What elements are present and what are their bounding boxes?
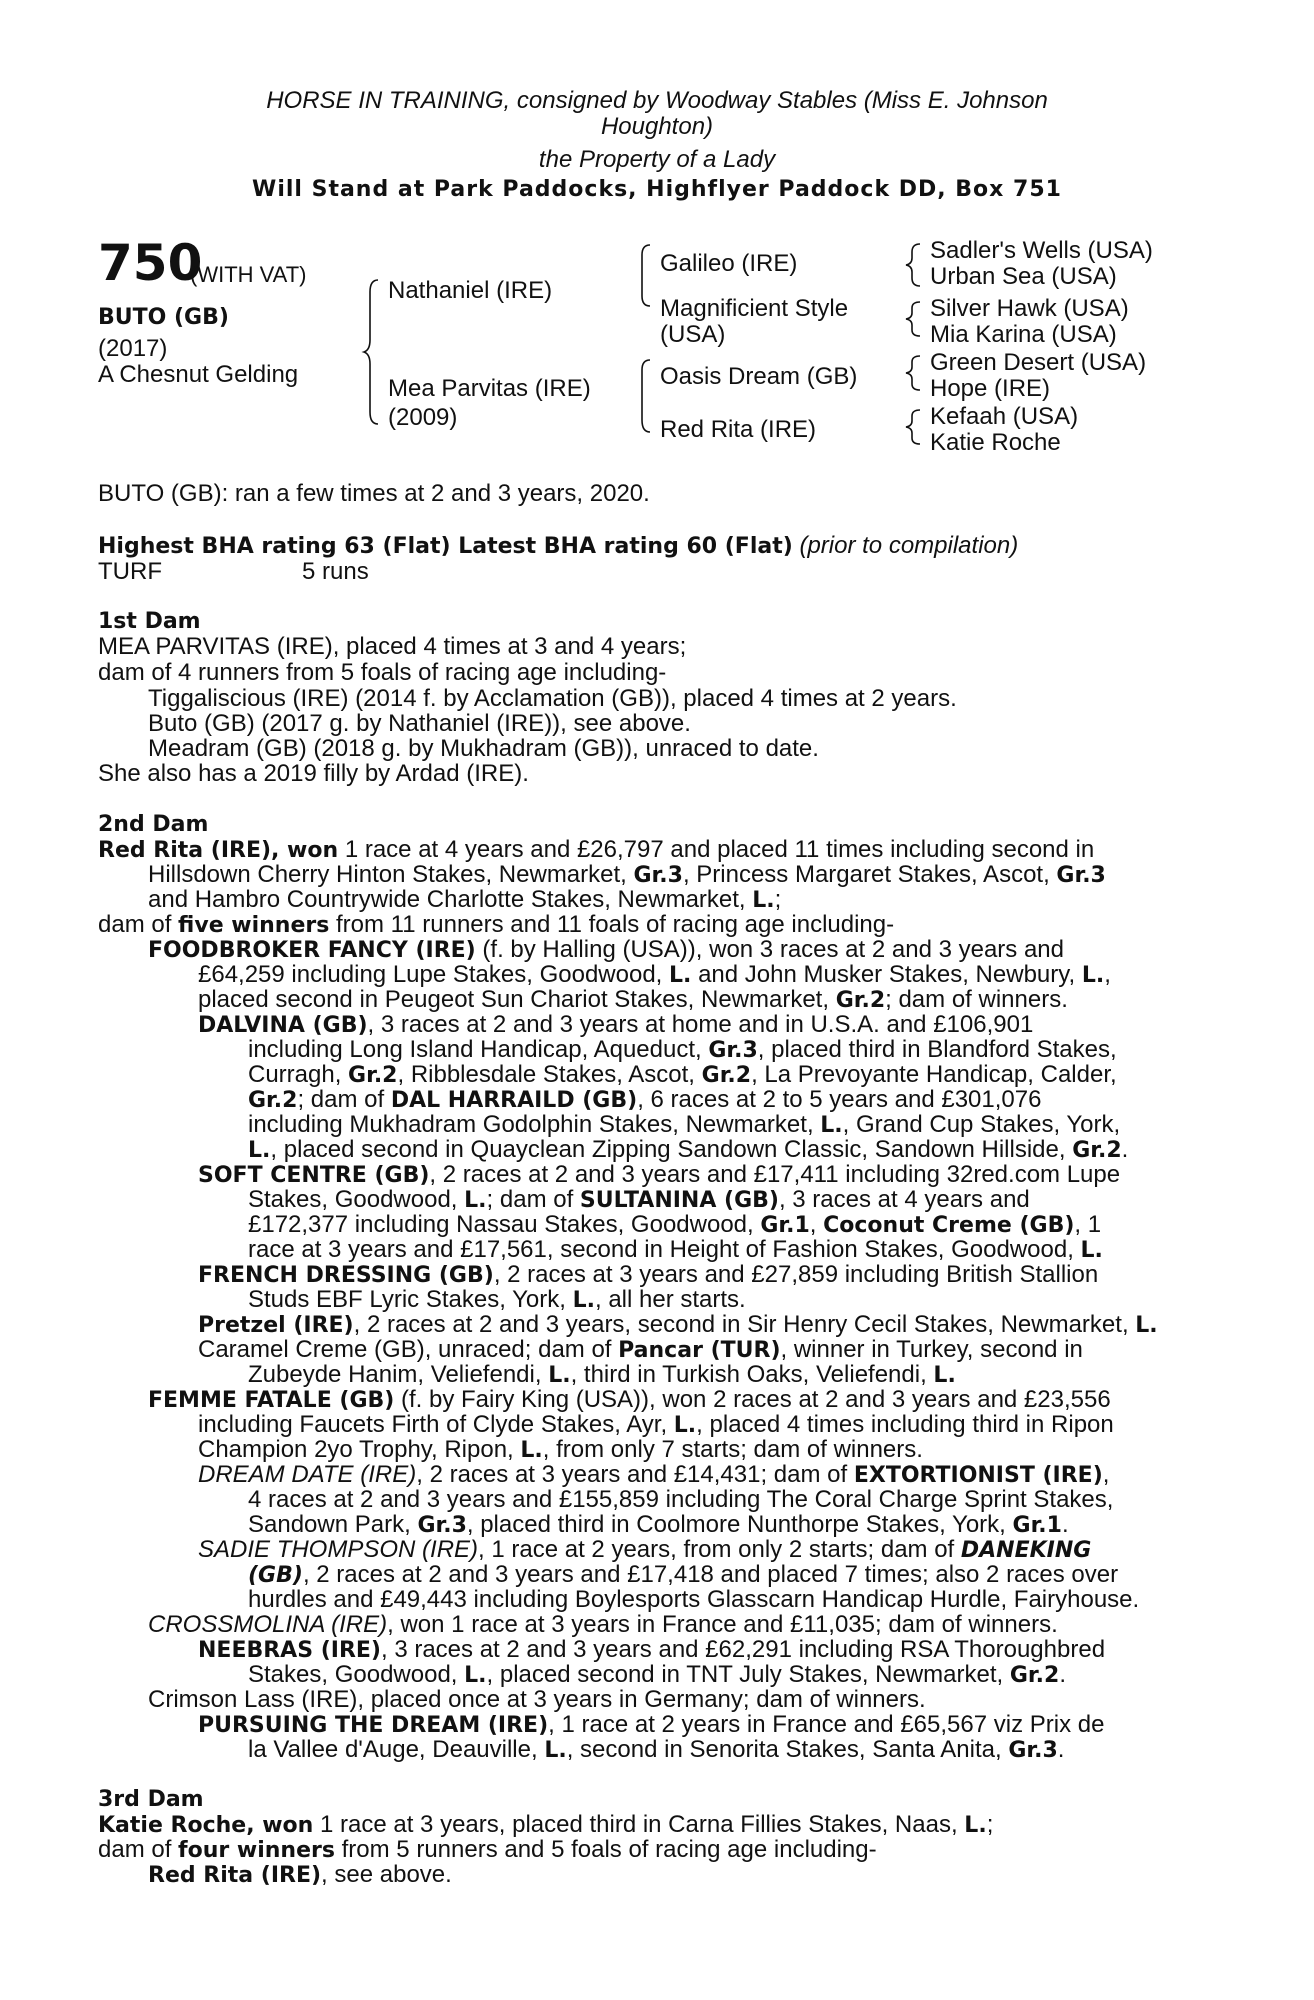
- dam2-line: [198, 1437, 923, 1464]
- grade: Gr.3: [417, 1513, 467, 1538]
- dam2-line: [248, 1237, 1103, 1264]
- grade: Gr.2: [248, 1088, 298, 1113]
- sss: Sadler's Wells (USA): [930, 237, 1153, 264]
- grade: Gr.2: [1009, 1663, 1060, 1688]
- grade: Gr.3: [708, 1038, 758, 1063]
- header-line-3: the Property of a Lady: [538, 146, 776, 173]
- dss: Green Desert (USA): [930, 349, 1147, 376]
- listed: L.: [669, 963, 692, 988]
- text: , 1 race at 2 years, from only 2 starts; dam of: [478, 1536, 961, 1563]
- text: .: [1059, 1661, 1066, 1688]
- listed: L.: [248, 1138, 271, 1163]
- rating-note: (prior to compilation): [799, 532, 1019, 559]
- text: 1 race at 4 years and £26,797 and placed 11 times including second in: [338, 836, 1095, 863]
- horse-name: FRENCH DRESSING (GB): [198, 1263, 494, 1288]
- horse-name: BUTO (GB): [98, 305, 229, 330]
- text: , 2 races at 2 and 3 years, second in Sir Henry Cecil Stakes, Newmarket,: [353, 1311, 1136, 1338]
- dam3-line: [148, 1862, 452, 1889]
- dam2-line: [248, 1087, 1041, 1114]
- text: , Princess Margaret Stakes, Ascot,: [682, 861, 1057, 888]
- text: , placed third in Blandford Stakes,: [757, 1036, 1117, 1063]
- text: , third in Turkish Oaks, Veliefendi,: [570, 1361, 934, 1388]
- horse-name: DREAM DATE (IRE): [198, 1461, 417, 1488]
- header-line-2: Houghton): [600, 113, 714, 140]
- grade: Gr.3: [633, 863, 683, 888]
- dam1-line: Meadram (GB) (2018 g. by Mukhadram (GB)), unraced to date.: [148, 735, 819, 762]
- dam2-line: [98, 912, 894, 939]
- dam2-line: [198, 962, 1111, 989]
- text: Curragh,: [248, 1061, 349, 1088]
- text: Sandown Park,: [248, 1511, 418, 1538]
- text: , placed third in Coolmore Nunthorpe Stakes, York,: [466, 1511, 1013, 1538]
- dam2-line: [148, 1387, 1111, 1414]
- dam2-line: [198, 1412, 1114, 1439]
- dam2-line: [198, 1162, 1120, 1189]
- dam2-line: [198, 1312, 1158, 1339]
- listed: L.: [1135, 1313, 1158, 1338]
- dam2-line: [248, 1212, 1101, 1239]
- horse-name: FOODBROKER FANCY (IRE): [148, 938, 476, 963]
- text: , La Prevoyante Handicap, Calder,: [751, 1061, 1117, 1088]
- text: , 1 race at 2 years in France and £65,567 viz Prix de: [548, 1711, 1105, 1738]
- dam1-line: dam of 4 runners from 5 foals of racing age including-: [98, 659, 667, 686]
- dam2-heading: 2nd Dam: [98, 812, 209, 837]
- listed: L.: [464, 1188, 487, 1213]
- header-line-1: HORSE IN TRAINING, consigned by Woodway Stables (Miss E. Johnson: [266, 87, 1048, 114]
- text: £64,259 including Lupe Stakes, Goodwood,: [198, 961, 670, 988]
- dam2-line: [198, 1637, 1105, 1664]
- horse-name: EXTORTIONIST (IRE): [853, 1463, 1103, 1488]
- grade: Gr.2: [701, 1063, 752, 1088]
- text: ,: [809, 1211, 824, 1238]
- red-rita-name: Red Rita (IRE), won: [98, 838, 339, 863]
- text: , see above.: [321, 1861, 452, 1888]
- text: Zubeyde Hanim, Veliefendi,: [248, 1361, 549, 1388]
- text: and John Musker Stakes, Newbury,: [691, 961, 1082, 988]
- text: ; dam of: [297, 1086, 391, 1113]
- dam-sire: Oasis Dream (GB): [660, 363, 858, 390]
- listed: L.: [572, 1288, 595, 1313]
- dam2-line: [198, 1262, 1098, 1289]
- text: (f. by Fairy King (USA)), won 2 races at 2 and 3 years and £23,556: [394, 1386, 1111, 1413]
- lot-vat: (WITH VAT): [190, 262, 307, 287]
- dam2-line: [248, 1362, 956, 1389]
- text: , 2 races at 2 and 3 years and £17,418 and placed 7 times; also 2 races over: [302, 1561, 1119, 1588]
- listed: L.: [752, 888, 775, 913]
- grade: Gr.3: [1056, 863, 1106, 888]
- grade: Gr.1: [760, 1213, 810, 1238]
- dam1-line: She also has a 2019 filly by Ardad (IRE).: [98, 760, 529, 787]
- dam3-heading: 3rd Dam: [98, 1787, 204, 1812]
- grade: Gr.2: [1072, 1138, 1122, 1163]
- text: from 5 runners and 5 foals of racing age including-: [334, 1836, 877, 1863]
- text: , from only 7 starts; dam of winners.: [542, 1436, 923, 1463]
- dam2-line: 4 races at 2 and 3 years and £155,859 including The Coral Charge Sprint Stakes,: [248, 1486, 1114, 1513]
- horse-name: DALVINA (GB): [198, 1013, 368, 1038]
- country: (GB): [248, 1563, 303, 1588]
- dam1-line: Tiggaliscious (IRE) (2014 f. by Acclamation (GB)), placed 4 times at 2 years.: [148, 685, 957, 712]
- dam2-line: [198, 1712, 1104, 1739]
- bha-rating: [98, 533, 1018, 560]
- text: ,: [1102, 1461, 1110, 1488]
- text: , placed second in Quayclean Zipping Sandown Classic, Sandown Hillside,: [270, 1136, 1073, 1163]
- horse-name: Coconut Creme (GB): [823, 1213, 1075, 1238]
- text: from 11 runners and 11 foals of racing age including-: [329, 911, 895, 938]
- text: .: [1057, 1736, 1065, 1763]
- text: , Grand Cup Stakes, York,: [842, 1111, 1121, 1138]
- listed: L.: [464, 1663, 487, 1688]
- dam2-line: [248, 1287, 746, 1314]
- dam1-line: MEA PARVITAS (IRE), placed 4 times at 3 and 4 years;: [98, 633, 687, 660]
- text: , 3 races at 2 and 3 years and £62,291 including RSA Thoroughbred: [380, 1636, 1106, 1663]
- text: , placed second in TNT July Stakes, Newmarket,: [486, 1661, 1010, 1688]
- dam2-line: Crimson Lass (IRE), placed once at 3 years in Germany; dam of winners.: [148, 1686, 926, 1713]
- pedigree-brackets: [0, 0, 1314, 470]
- dam2-line: [148, 887, 781, 914]
- dam2-line: hurdles and £49,443 including Boylesports Glasscarn Handicap Hurdle, Fairyhouse.: [248, 1586, 1140, 1613]
- horse-name: FEMME FATALE (GB): [148, 1388, 395, 1413]
- text: Studs EBF Lyric Stakes, York,: [248, 1286, 573, 1313]
- dam2-line: [248, 1737, 1064, 1764]
- horse-year: (2017): [98, 335, 168, 362]
- text: , 3 races at 2 and 3 years at home and in U.S.A. and £106,901: [367, 1011, 1034, 1038]
- dam2-line: [248, 1662, 1066, 1689]
- text: Stakes, Goodwood,: [248, 1661, 465, 1688]
- text: ,: [1104, 961, 1111, 988]
- text: including Faucets Firth of Clyde Stakes, Ayr,: [198, 1411, 674, 1438]
- dam3-line: [98, 1812, 993, 1839]
- text: and Hambro Countrywide Charlotte Stakes, Newmarket,: [148, 886, 753, 913]
- text: , 3 races at 4 years and: [778, 1186, 1030, 1213]
- text: dam of: [98, 1836, 179, 1863]
- dam2-line: [248, 1112, 1120, 1139]
- text: , won 1 race at 3 years in France and £11,035; dam of winners.: [387, 1611, 1058, 1638]
- text: , 1: [1074, 1211, 1102, 1238]
- horse-name: SULTANINA (GB): [579, 1188, 779, 1213]
- horse-name: DANEKING: [960, 1538, 1092, 1563]
- text: .: [1061, 1511, 1069, 1538]
- dam2-line: [248, 1562, 1118, 1589]
- sdd: Mia Karina (USA): [930, 321, 1117, 348]
- sire-sire: Galileo (IRE): [660, 250, 798, 277]
- sire: Nathaniel (IRE): [388, 277, 553, 304]
- text: ; dam of winners.: [885, 986, 1068, 1013]
- dam2-line: [148, 862, 1106, 889]
- text: Stakes, Goodwood,: [248, 1186, 465, 1213]
- turf-runs: 5 runs: [302, 558, 369, 585]
- dam2-line: [198, 987, 1068, 1014]
- text: Caramel Creme (GB), unraced; dam of: [198, 1336, 619, 1363]
- race-record: BUTO (GB): ran a few times at 2 and 3 years, 2020.: [98, 480, 650, 507]
- dam2-line: [198, 1012, 1033, 1039]
- dam2-line: [98, 837, 1094, 864]
- horse-name: CROSSMOLINA (IRE): [148, 1611, 388, 1638]
- sds: Silver Hawk (USA): [930, 295, 1129, 322]
- header-line-4: Will Stand at Park Paddocks, Highflyer Paddock DD, Box 751: [252, 177, 1062, 202]
- text: Hillsdown Cherry Hinton Stakes, Newmarket,: [148, 861, 634, 888]
- rating-text: Highest BHA rating 63 (Flat) Latest BHA rating 60 (Flat): [98, 534, 793, 559]
- dam2-line: [198, 1337, 1083, 1364]
- grade: Gr.1: [1012, 1513, 1062, 1538]
- text: , Ribblesdale Stakes, Ascot,: [397, 1061, 702, 1088]
- text: including Long Island Handicap, Aqueduct,: [248, 1036, 709, 1063]
- turf-label: TURF: [98, 558, 162, 585]
- horse-name: Pretzel (IRE): [198, 1313, 354, 1338]
- dam1-line: Buto (GB) (2017 g. by Nathaniel (IRE)), see above.: [148, 710, 691, 737]
- dam2-line: [248, 1187, 1030, 1214]
- text: , 2 races at 3 years and £27,859 including British Stallion: [493, 1261, 1099, 1288]
- dam-dam: Red Rita (IRE): [660, 416, 817, 443]
- listed: L.: [1080, 1238, 1103, 1263]
- dam2-line: [148, 937, 1064, 964]
- text: dam of: [98, 911, 179, 938]
- four-winners: four winners: [178, 1838, 335, 1863]
- grade: Gr.2: [835, 988, 886, 1013]
- dam1-heading: 1st Dam: [98, 609, 201, 634]
- text: ;: [774, 886, 782, 913]
- text: , winner in Turkey, second in: [780, 1336, 1083, 1363]
- listed: L.: [820, 1113, 843, 1138]
- text: , 6 races at 2 to 5 years and £301,076: [637, 1086, 1042, 1113]
- text: , 2 races at 2 and 3 years and £17,411 including 32red.com Lupe: [429, 1161, 1121, 1188]
- text: la Vallee d'Auge, Deauville,: [248, 1736, 545, 1763]
- text: , all her starts.: [594, 1286, 746, 1313]
- ddd: Katie Roche: [930, 429, 1061, 456]
- dam2-line: [248, 1062, 1117, 1089]
- dam2-line: [248, 1512, 1069, 1539]
- horse-name: PURSUING THE DREAM (IRE): [198, 1713, 549, 1738]
- text: ;: [986, 1811, 994, 1838]
- dam3-line: [98, 1837, 877, 1864]
- horse-description: A Chesnut Gelding: [98, 361, 299, 388]
- listed: L.: [544, 1738, 567, 1763]
- horse-name: SADIE THOMPSON (IRE): [198, 1536, 479, 1563]
- dam2-line: [198, 1537, 1091, 1564]
- listed: L.: [673, 1413, 697, 1438]
- text: ; dam of: [486, 1186, 580, 1213]
- text: race at 3 years and £17,561, second in Height of Fashion Stakes, Goodwood,: [248, 1236, 1081, 1263]
- dam-year: (2009): [388, 404, 458, 431]
- grade: Gr.3: [1008, 1738, 1058, 1763]
- text: 1 race at 3 years, placed third in Carna Fillies Stakes, Naas,: [313, 1811, 965, 1838]
- listed: L.: [520, 1438, 543, 1463]
- horse-name: Pancar (TUR): [618, 1338, 781, 1363]
- five-winners: five winners: [178, 913, 330, 938]
- listed: L.: [548, 1363, 571, 1388]
- dam2-line: [248, 1037, 1117, 1064]
- dam: Mea Parvitas (IRE): [388, 375, 591, 402]
- listed: L.: [964, 1813, 987, 1838]
- horse-name: Red Rita (IRE): [148, 1863, 322, 1888]
- horse-name: SOFT CENTRE (GB): [198, 1163, 430, 1188]
- dam2-line: [198, 1462, 1109, 1489]
- dds: Kefaah (USA): [930, 403, 1079, 430]
- text: .: [1121, 1136, 1129, 1163]
- text: , placed 4 times including third in Ripon: [696, 1411, 1114, 1438]
- dsd: Hope (IRE): [930, 375, 1051, 402]
- text: including Mukhadram Godolphin Stakes, Newmarket,: [248, 1111, 821, 1138]
- dam2-line: [148, 1612, 1058, 1638]
- text: , second in Senorita Stakes, Santa Anita,: [566, 1736, 1009, 1763]
- text: placed second in Peugeot Sun Chariot Stakes, Newmarket,: [198, 986, 836, 1013]
- horse-name: Katie Roche, won: [98, 1813, 314, 1838]
- horse-name: DAL HARRAILD (GB): [390, 1088, 638, 1113]
- sire-dam-2: (USA): [660, 321, 726, 348]
- text: (f. by Halling (USA)), won 3 races at 2 and 3 years and: [475, 936, 1065, 963]
- horse-name: NEEBRAS (IRE): [198, 1638, 381, 1663]
- text: , 2 races at 3 years and £14,431; dam of: [416, 1461, 854, 1488]
- grade: Gr.2: [348, 1063, 398, 1088]
- dam2-line: [248, 1137, 1128, 1164]
- listed: L.: [1081, 963, 1105, 988]
- listed: L.: [933, 1363, 956, 1388]
- text: Champion 2yo Trophy, Ripon,: [198, 1436, 521, 1463]
- ssd: Urban Sea (USA): [930, 263, 1117, 290]
- sire-dam-1: Magnificient Style: [660, 295, 849, 322]
- text: £172,377 including Nassau Stakes, Goodwood,: [248, 1211, 761, 1238]
- lot-number: 750: [98, 234, 203, 292]
